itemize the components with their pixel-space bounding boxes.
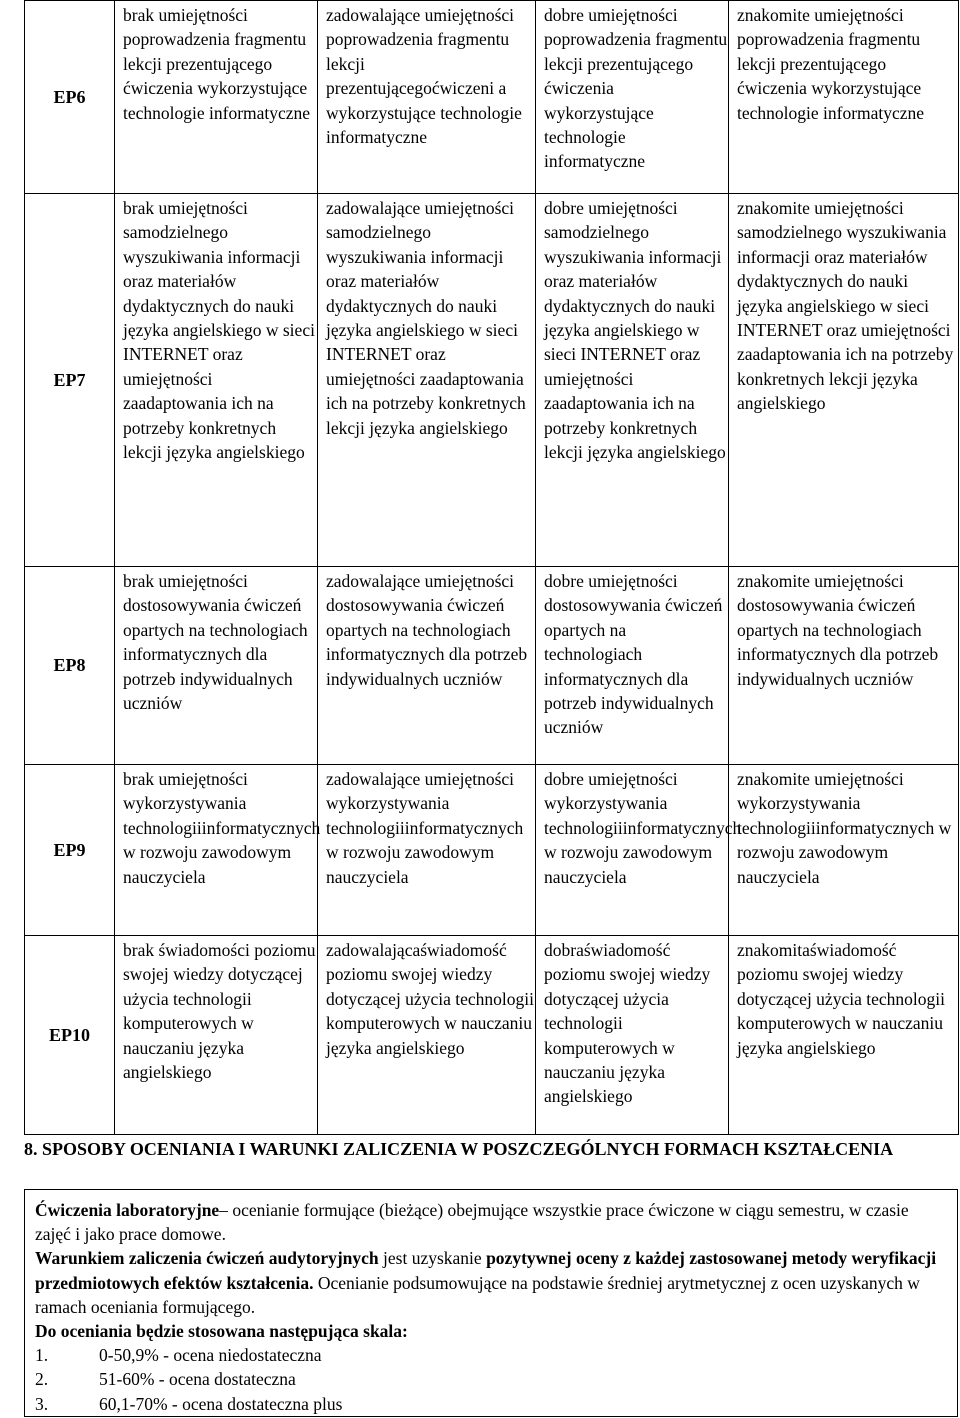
scale-item (35, 1367, 945, 1391)
assessment-criteria-table (24, 0, 959, 1135)
grade-satisfactory-cell: zadowalające umiejętności poprowadzenia fragmentu lekcji prezentującegoćwiczeni a wykorzystujące technologie informatyczne (318, 1, 536, 194)
grade-insufficient-cell: brak umiejętności samodzielnego wyszukiwania informacji oraz materiałów dydaktycznych do nauki języka angielskiego w sieci INTERNET oraz umiejętności zaadaptowania ich na potrzeby konkretnych lekcji języka angielskiego (115, 194, 318, 567)
grade-insufficient-cell: brak umiejętności wykorzystywania technologiiinformatycznych w rozwoju zawodowym nauczyciela (115, 765, 318, 936)
grade-satisfactory-cell: zadowalającaświadomość poziomu swojej wiedzy dotyczącej użycia technologii komputerowych w nauczaniu języka angielskiego (318, 936, 536, 1135)
effect-code: EP9 (25, 765, 115, 936)
scale-item-number: 3. (35, 1393, 49, 1414)
grade-excellent-cell: znakomitaświadomość poziomu swojej wiedzy dotyczącej użycia technologii komputerowych w nauczaniu języka angielskiego (729, 936, 959, 1135)
grade-insufficient-cell: brak umiejętności dostosowywania ćwiczeń opartych na technologiach informatycznych dla potrzeb indywidualnych uczniów (115, 567, 318, 765)
pass-condition-requirement: pozytywnej oceny z każdej zastosowanej metody weryfikacji przedmiotowych efektów kształcenia. (35, 1248, 937, 1293)
grade-good-cell: dobraświadomość poziomu swojej wiedzy dotyczącej użycia technologii komputerowych w nauczaniu języka angielskiego (536, 936, 729, 1135)
table-row-ep10 (25, 936, 959, 1135)
pass-condition-label: Warunkiem zaliczenia ćwiczeń audytoryjnych (35, 1248, 379, 1269)
scale-heading: Do oceniania będzie stosowana następująca skala: (35, 1321, 408, 1342)
lab-exercises-text: – ocenianie formujące (bieżące) obejmujące wszystkie prace ćwiczone w ciągu semestru, w czasie zajęć i jako prace domowe. (35, 1200, 909, 1245)
grade-good-cell: dobre umiejętności samodzielnego wyszukiwania informacji oraz materiałów dydaktycznych do nauki języka angielskiego w sieci INTERNET oraz umiejętności zaadaptowania ich na potrzeby konkretnych lekcji języka angielskiego (536, 194, 729, 567)
pass-condition-text: jest uzyskanie (378, 1248, 487, 1269)
table-row-ep8 (25, 567, 959, 765)
grading-rules-box (24, 1189, 958, 1417)
grade-good-cell: dobre umiejętności poprowadzenia fragmentu lekcji prezentującego ćwiczenia wykorzystujące technologie informatyczne (536, 1, 729, 194)
grade-excellent-cell: znakomite umiejętności wykorzystywania technologiiinformatycznych w rozwoju zawodowym nauczyciela (729, 765, 959, 936)
section-heading: 8. SPOSOBY OCENIANIA I WARUNKI ZALICZENIA W POSZCZEGÓLNYCH FORMACH KSZTAŁCENIA (24, 1139, 894, 1159)
scale-item-number: 2. (35, 1369, 49, 1390)
scale-item (35, 1343, 945, 1367)
grade-satisfactory-cell: zadowalające umiejętności samodzielnego wyszukiwania informacji oraz materiałów dydaktycznych do nauki języka angielskiego w sieci INTERNET oraz umiejętności zaadaptowania ich na potrzeby konkretnych lekcji języka angielskiego (318, 194, 536, 567)
grade-excellent-cell: znakomite umiejętności poprowadzenia fragmentu lekcji prezentującego ćwiczenia wykorzystujące technologie informatyczne (729, 1, 959, 194)
lab-exercises-paragraph (35, 1198, 945, 1246)
table-row-ep9 (25, 765, 959, 936)
effect-code: EP8 (25, 567, 115, 765)
grade-insufficient-cell: brak umiejętności poprowadzenia fragmentu lekcji prezentującego ćwiczenia wykorzystujące technologie informatyczne (115, 1, 318, 194)
effect-code: EP6 (25, 1, 115, 194)
scale-item (35, 1392, 945, 1416)
scale-item-text: 51-60% - ocena dostateczna (99, 1369, 296, 1390)
table-row-ep6 (25, 1, 959, 194)
summative-assessment-text: Ocenianie podsumowujące na podstawie średniej arytmetycznej z ocen uzyskanych w ramach oceniania formującego. (35, 1272, 920, 1317)
scale-item-number: 1. (35, 1345, 49, 1366)
grade-good-cell: dobre umiejętności wykorzystywania technologiiinformatycznych w rozwoju zawodowym nauczyciela (536, 765, 729, 936)
grade-satisfactory-cell: zadowalające umiejętności wykorzystywania technologiiinformatycznych w rozwoju zawodowym nauczyciela (318, 765, 536, 936)
grade-insufficient-cell: brak świadomości poziomu swojej wiedzy dotyczącej użycia technologii komputerowych w nauczaniu języka angielskiego (115, 936, 318, 1135)
scale-item-text: 60,1-70% - ocena dostateczna plus (99, 1393, 343, 1414)
effect-code: EP10 (25, 936, 115, 1135)
grade-good-cell: dobre umiejętności dostosowywania ćwiczeń opartych na technologiach informatycznych dla potrzeb indywidualnych uczniów (536, 567, 729, 765)
table-row-ep7 (25, 194, 959, 567)
pass-condition-paragraph (35, 1246, 945, 1319)
grade-excellent-cell: znakomite umiejętności samodzielnego wyszukiwania informacji oraz materiałów dydaktycznych do nauki języka angielskiego w sieci INTERNET oraz umiejętności zaadaptowania ich na potrzeby konkretnych lekcji języka angielskiego (729, 194, 959, 567)
effect-code: EP7 (25, 194, 115, 567)
grade-satisfactory-cell: zadowalające umiejętności dostosowywania ćwiczeń opartych na technologiach informatycznych dla potrzeb indywidualnych uczniów (318, 567, 536, 765)
grade-excellent-cell: znakomite umiejętności dostosowywania ćwiczeń opartych na technologiach informatycznych dla potrzeb indywidualnych uczniów (729, 567, 959, 765)
scale-item-text: 0-50,9% - ocena niedostateczna (99, 1345, 322, 1366)
lab-exercises-label: Ćwiczenia laboratoryjne (35, 1200, 220, 1220)
